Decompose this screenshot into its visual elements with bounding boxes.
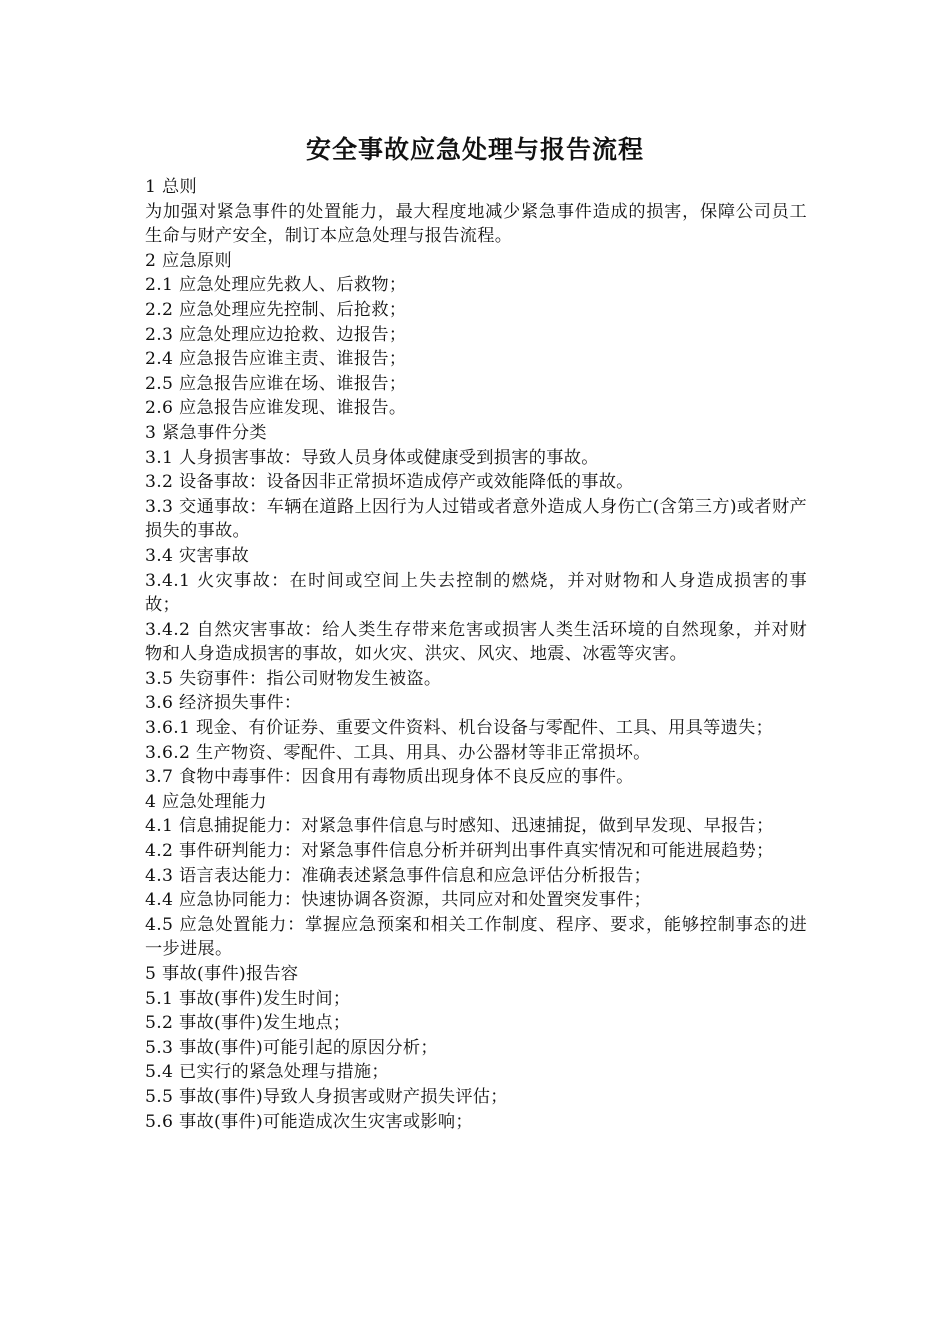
list-item: 2.1 应急处理应先救人、后救物； — [145, 275, 407, 296]
list-item: 3.7 食物中毒事件：因食用有毒物质出现身体不良反应的事件。 — [145, 767, 634, 788]
list-item: 4.3 语言表达能力：准确表述紧急事件信息和应急评估分析报告； — [145, 865, 652, 886]
list-item: 5.6 事故(事件)可能造成次生灾害或影响； — [145, 1111, 473, 1132]
section-heading-report-contents: 5 事故(事件)报告容 — [145, 964, 299, 984]
list-item: 4.5 应急处置能力：掌握应急预案和相关工作制度、程序、要求，能够控制事态的进一步进展。 — [145, 914, 807, 960]
list-item: 4.1 信息捕捉能力：对紧急事件信息与时感知、迅速捕捉，做到早发现、早报告； — [145, 816, 774, 837]
subsection-heading-disaster: 3.4 灾害事故 — [145, 545, 249, 566]
list-item: 2.5 应急报告应谁在场、谁报告； — [145, 373, 407, 394]
list-item: 3.1 人身损害事故：导致人员身体或健康受到损害的事故。 — [145, 447, 599, 468]
list-item: 2.6 应急报告应谁发现、谁报告。 — [145, 398, 407, 419]
section-heading-principles: 2 应急原则 — [145, 250, 232, 271]
list-item: 2.3 应急处理应边抢救、边报告； — [145, 324, 407, 345]
list-item: 2.4 应急报告应谁主责、谁报告； — [145, 349, 407, 370]
list-item: 3.6.1 现金、有价证券、重要文件资料、机台设备与零配件、工具、用具等遗失； — [145, 718, 774, 739]
list-item: 2.2 应急处理应先控制、后抢救； — [145, 299, 407, 320]
list-item: 5.3 事故(事件)可能引起的原因分析； — [145, 1037, 438, 1058]
document-title: 安全事故应急处理与报告流程 — [305, 135, 644, 164]
document-body — [145, 175, 807, 1134]
list-item: 4.2 事件研判能力：对紧急事件信息分析并研判出事件真实情况和可能进展趋势； — [145, 841, 774, 862]
list-item: 4.4 应急协同能力：快速协调各资源，共同应对和处置突发事件； — [145, 890, 652, 911]
subsection-heading-economic-loss: 3.6 经济损失事件： — [145, 693, 302, 714]
list-item: 3.5 失窃事件：指公司财物发生被盗。 — [145, 668, 442, 689]
list-item: 3.4.2 自然灾害事故：给人类生存带来危害或损害人类生活环境的自然现象，并对财物和人身造成损害的事故，如火灾、洪灾、风灾、地震、冰雹等灾害。 — [145, 619, 807, 665]
list-item: 3.4.1 火灾事故：在时间或空间上失去控制的燃烧，并对财物和人身造成损害的事故； — [145, 570, 807, 616]
paragraph-purpose: 为加强对紧急事件的处置能力，最大程度地减少紧急事件造成的损害，保障公司员工生命与财产安全，制订本应急处理与报告流程。 — [145, 201, 807, 247]
list-item: 5.5 事故(事件)导致人身损害或财产损失评估； — [145, 1086, 508, 1107]
list-item: 5.4 已实行的紧急处理与措施； — [145, 1062, 389, 1083]
section-heading-classification: 3 紧急事件分类 — [145, 422, 267, 443]
list-item: 3.3 交通事故：车辆在道路上因行为人过错或者意外造成人身伤亡(含第三方)或者财产损失的事故。 — [145, 496, 807, 542]
list-item: 5.1 事故(事件)发生时间； — [145, 988, 351, 1009]
list-item: 3.6.2 生产物资、零配件、工具、用具、办公器材等非正常损坏。 — [145, 742, 651, 763]
list-item: 3.2 设备事故：设备因非正常损坏造成停产或效能降低的事故。 — [145, 472, 634, 493]
list-item: 5.2 事故(事件)发生地点； — [145, 1013, 351, 1034]
section-heading-general: 1 总则 — [145, 177, 197, 197]
section-heading-capabilities: 4 应急处理能力 — [145, 791, 267, 812]
